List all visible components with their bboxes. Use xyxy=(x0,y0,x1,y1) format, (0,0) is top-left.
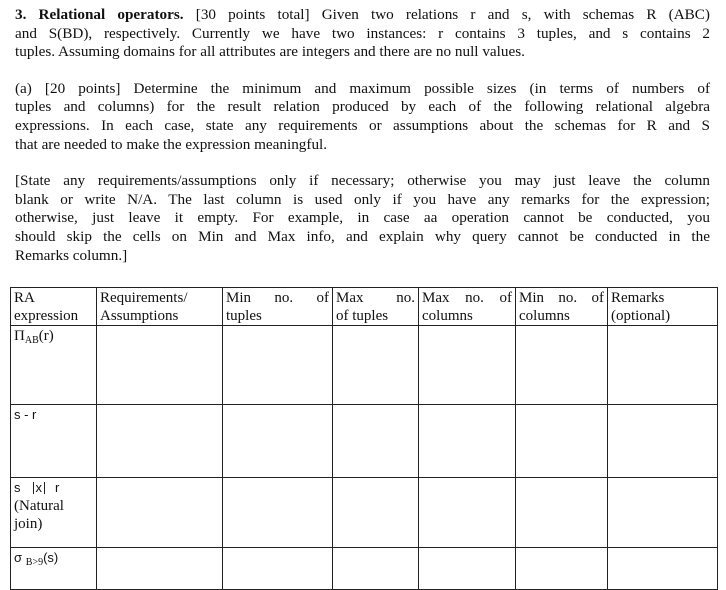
header-min-tuples: Min no. of tuples xyxy=(223,288,333,326)
table-row-join xyxy=(11,478,718,548)
answer-cell[interactable] xyxy=(333,548,419,590)
expression-selection: σ $_{B>9}$(s) xyxy=(11,548,97,590)
table-row-selection xyxy=(11,548,718,590)
projection-symbol: Π xyxy=(14,328,25,344)
table-row-projection xyxy=(11,326,718,405)
expression-projection: $\Pi_{AB}(r)$ xyxy=(11,326,97,405)
header-remarks: Remarks (optional) xyxy=(608,288,718,326)
expression-difference: s - r xyxy=(11,405,97,478)
answer-cell[interactable] xyxy=(223,478,333,548)
answer-cell[interactable] xyxy=(608,478,718,548)
instructions-line-1: [State any requirements/assumptions only if necessary; otherwise you may just leave the column xyxy=(15,172,710,190)
part-a-line-2: tuples and columns) for the result relation produced by each of the following relational algebra xyxy=(15,98,710,116)
part-a-line-4: that are needed to make the expression meaningful. xyxy=(15,135,328,153)
table-header-row xyxy=(11,288,718,326)
instructions-line-4: should skip the cells on Min and Max info, and explain why query cannot be conducted in the xyxy=(15,227,710,245)
answer-cell[interactable] xyxy=(223,405,333,478)
natural-join-symbol: x xyxy=(33,482,46,494)
part-a-paragraph xyxy=(15,80,710,154)
intro-line-3: tuples. Assuming domains for all attributes are integers and there are no null values. xyxy=(15,43,525,61)
instructions-line-3: otherwise, just leave it empty. For example, in case aa operation cannot be conducted, you xyxy=(15,209,710,227)
answer-cell[interactable] xyxy=(419,326,516,405)
instructions-line-5: Remarks column.] xyxy=(15,246,128,264)
answer-cell[interactable] xyxy=(97,326,223,405)
answer-cell[interactable] xyxy=(97,478,223,548)
answer-cell[interactable] xyxy=(223,548,333,590)
answer-cell[interactable] xyxy=(333,405,419,478)
header-ra-expression: RA expression xyxy=(11,288,97,326)
answer-cell[interactable] xyxy=(333,326,419,405)
answer-cell[interactable] xyxy=(608,326,718,405)
answer-cell[interactable] xyxy=(419,548,516,590)
instructions-paragraph xyxy=(15,172,710,265)
header-max-tuples: Max no. of tuples xyxy=(333,288,419,326)
intro-paragraph xyxy=(15,6,710,62)
answer-cell[interactable] xyxy=(419,478,516,548)
answer-cell[interactable] xyxy=(223,326,333,405)
answer-cell[interactable] xyxy=(516,326,608,405)
table-row-difference xyxy=(11,405,718,478)
answer-cell[interactable] xyxy=(516,405,608,478)
question-heading: 3. Relational operators. xyxy=(15,6,184,23)
header-min-columns: Min no. of columns xyxy=(516,288,608,326)
answer-table xyxy=(10,287,718,590)
header-max-columns: Max no. of columns xyxy=(419,288,516,326)
answer-cell[interactable] xyxy=(419,405,516,478)
intro-line-1: 3. Relational operators. [30 points total] Given two relations r and s, with schemas R (ABC) xyxy=(15,6,710,23)
answer-cell[interactable] xyxy=(608,548,718,590)
answer-cell[interactable] xyxy=(333,478,419,548)
document-page xyxy=(15,6,710,265)
selection-symbol: σ xyxy=(14,550,23,565)
header-requirements: Requirements/ Assumptions xyxy=(97,288,223,326)
instructions-line-2: blank or write N/A. The last column is used only if you have any remarks for the expression; xyxy=(15,190,710,208)
answer-cell[interactable] xyxy=(516,478,608,548)
expression-join: s x r (Natural join) xyxy=(11,478,97,548)
answer-cell[interactable] xyxy=(97,405,223,478)
answer-cell[interactable] xyxy=(608,405,718,478)
answer-cell[interactable] xyxy=(516,548,608,590)
intro-line-2: and S(BD), respectively. Currently we have two instances: r contains 3 tuples, and s contains 2 xyxy=(15,24,710,42)
part-a-line-1: (a) [20 points] Determine the minimum and maximum possible sizes (in terms of numbers of xyxy=(15,79,710,97)
part-a-line-3: expressions. In each case, state any requirements or assumptions about the schemas for R and S xyxy=(15,116,710,134)
answer-cell[interactable] xyxy=(97,548,223,590)
